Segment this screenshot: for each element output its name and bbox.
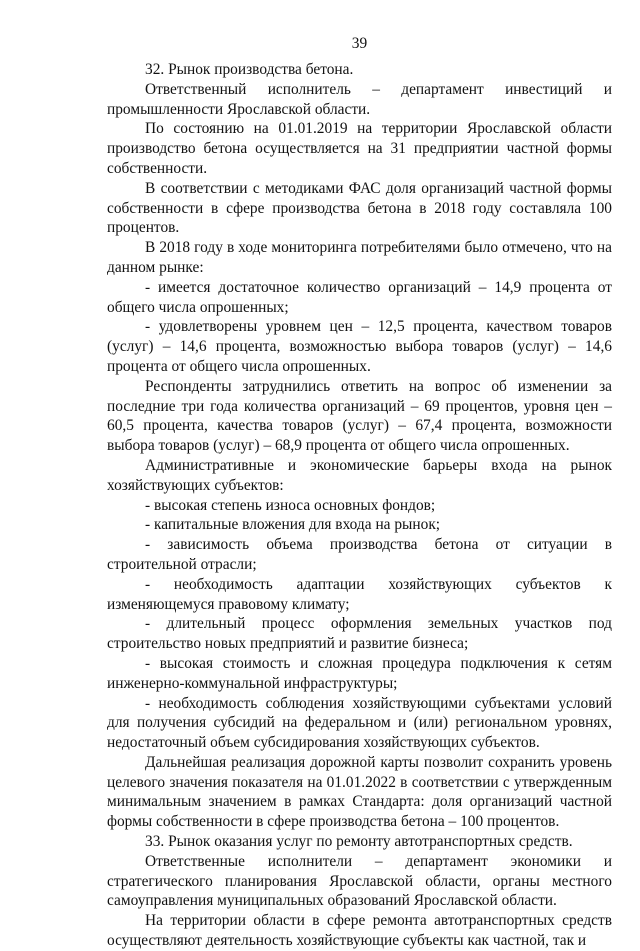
- list-item: - зависимость объема производства бетона от ситуации в строительной отрасли;: [107, 536, 612, 573]
- section-heading: 33. Рынок оказания услуг по ремонту автотранспортных средств.: [145, 833, 573, 851]
- paragraph: На территории области в сфере ремонта автотранспортных средств осуществляют деятельность хозяйствующие субъекты как частной, так и: [107, 912, 612, 950]
- paragraph: Ответственные исполнители – департамент экономики и стратегического планирования Ярославской области, органы местного самоуправления муниципальных образований Ярославской области.: [107, 852, 612, 910]
- list-item: - длительный процесс оформления земельных участков под строительство новых предприятий и развитие бизнеса;: [107, 615, 612, 653]
- list-item: - имеется достаточное количество организаций – 14,9 процента от общего числа опрошенных;: [107, 278, 612, 316]
- paragraph: Респонденты затруднились ответить на вопрос об изменении за последние три года количества организаций – 69 процентов, уровня цен – 60,5 процента, качества товаров (услуг) – 67,4 процента, возможности выбора товаров (услуг) – 68,9 процента от общего числа опрошенных.: [107, 377, 612, 455]
- paragraph: В соответствии с методиками ФАС доля организаций частной формы собственности в сфере производства бетона в 2018 году составляла 100 процентов.: [107, 179, 612, 237]
- list-item: - удовлетворены уровнем цен – 12,5 процента, качеством товаров (услуг) – 14,6 процента, возможностью выбора товаров (услуг) – 14,6 процента от общего числа опрошенных.: [107, 318, 612, 375]
- list-item: - высокая стоимость и сложная процедура подключения к сетям инженерно-коммунальной инфраструктуры;: [107, 654, 612, 692]
- list-item: - капитальные вложения для входа на рынок;: [145, 516, 441, 534]
- list-item: - необходимость соблюдения хозяйствующими субъектами условий для получения субсидий на федеральном и (или) региональном уровнях, недостаточный объем субсидирования хозяйствующих субъектов.: [107, 694, 612, 752]
- paragraph: Административные и экономические барьеры входа на рынок хозяйствующих субъектов:: [107, 456, 612, 494]
- paragraph: В 2018 году в ходе мониторинга потребителями было отмечено, что на данном рынке:: [107, 239, 612, 276]
- page-number: 39: [351, 35, 368, 52]
- list-item: - необходимость адаптации хозяйствующих субъектов к изменяющемуся правовому климату;: [107, 575, 612, 613]
- paragraph: Дальнейшая реализация дорожной карты позволит сохранить уровень целевого значения показателя на 01.01.2022 в соответствии с утвержденным минимальным значением в рамках Стандарта: доля организаций частной формы собственности в сфере производства бетона – 100 процентов.: [107, 753, 612, 831]
- section-heading: 32. Рынок производства бетона.: [145, 61, 354, 78]
- paragraph: Ответственный исполнитель – департамент инвестиций и промышленности Ярославской области.: [107, 80, 612, 118]
- list-item: - высокая степень износа основных фондов;: [145, 496, 436, 514]
- paragraph: По состоянию на 01.01.2019 на территории Ярославской области производство бетона осуществляется на 31 предприятии частной формы собственности.: [107, 120, 612, 177]
- document-body: [107, 60, 612, 951]
